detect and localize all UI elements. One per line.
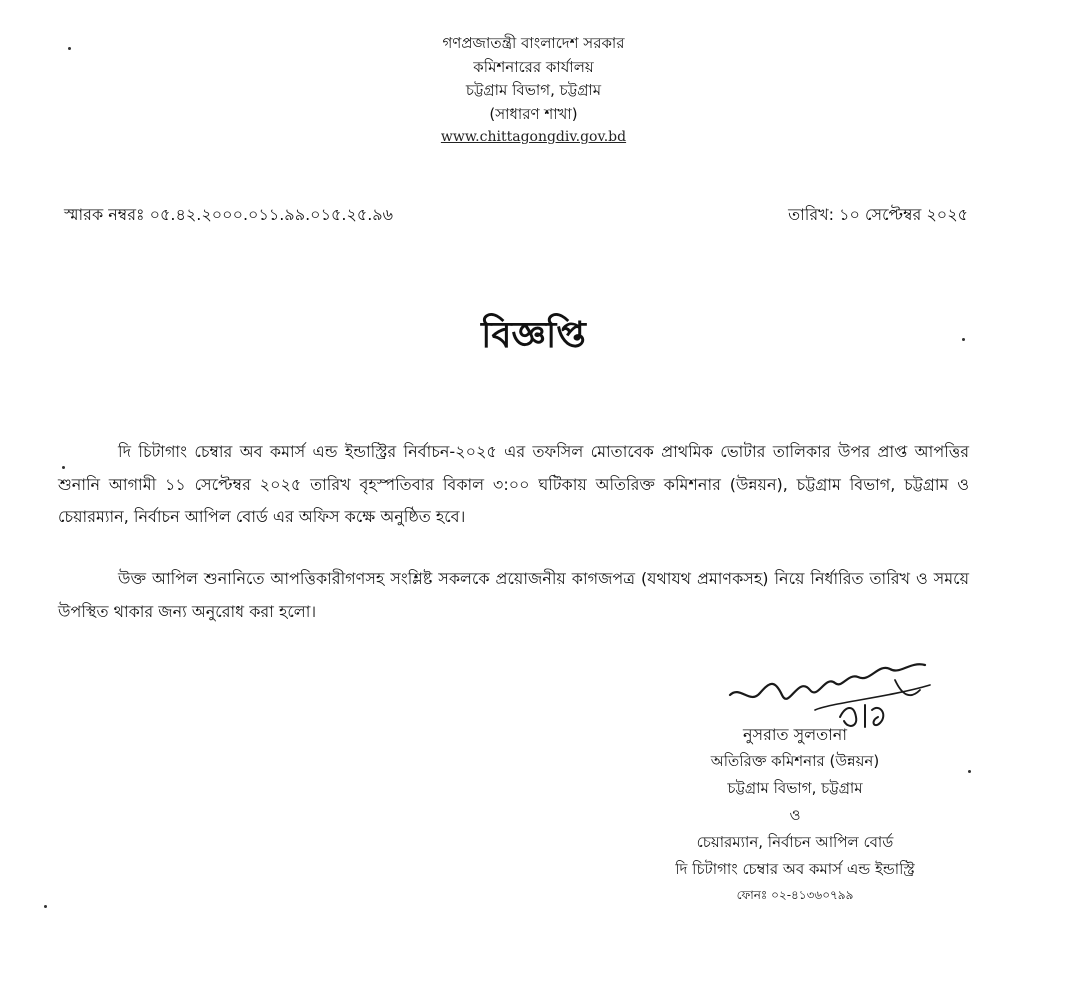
notice-paragraph-1: দি চিটাগাং চেম্বার অব কমার্স এন্ড ইন্ডাস্ট্রির নির্বাচন-২০২৫ এর তফসিল মোতাবেক প্রাথমিক ভোটার তালিকার উপর প্রাপ্ত আপত্তির শুনানি আগামী ১১ সেপ্টেম্বর ২০২৫ তারিখ বৃহস্পতিবার বিকাল ৩:০০ ঘটিকায় অতিরিক্ত কমিশনার (উন্নয়ন), চট্টগ্রাম বিভাগ, চট্টগ্রাম ও চেয়ারম্যান, নির্বাচন আপিল বোর্ড এর অফিস কক্ষে অনুষ্ঠিত হবে। [58, 442, 969, 526]
signatory-designation: অতিরিক্ত কমিশনার (উন্নয়ন) [710, 752, 880, 770]
scan-speck [962, 338, 965, 341]
page-title: বিজ্ঞপ্তি [481, 315, 586, 356]
letterhead [0, 32, 1067, 149]
signatory-office: চট্টগ্রাম বিভাগ, চট্টগ্রাম [727, 779, 863, 797]
section-name: (সাধারণ শাখা) [489, 104, 578, 123]
division-name: চট্টগ্রাম বিভাগ, চট্টগ্রাম [465, 81, 602, 99]
signatory-phone: ফোনঃ ০২-৪১৩৬০৭৯৯ [736, 888, 854, 902]
scan-speck [968, 770, 971, 773]
office-name: কমিশনারের কার্যালয় [473, 57, 594, 76]
scan-speck [62, 466, 65, 469]
signatory-block [600, 722, 990, 907]
scan-speck [44, 905, 47, 908]
government-name: গণপ্রজাতন্ত্রী বাংলাদেশ সরকার [442, 34, 625, 52]
signatory-name: নুসরাত সুলতানা [743, 725, 847, 744]
signatory-conjunction: ও [789, 806, 801, 824]
notice-paragraph-2: উক্ত আপিল শুনানিতে আপত্তিকারীগণসহ সংশ্লিষ্ট সকলকে প্রয়োজনীয় কাগজপত্র (যথাযথ প্রমাণকসহ) নিয়ে নির্ধারিত তারিখ ও সময়ে উপস্থিত থাকার জন্য অনুরোধ করা হলো। [58, 569, 969, 621]
memo-number: স্মারক নম্বরঃ ০৫.৪২.২০০০.০১১.৯৯.০১৫.২৫.৯৬ [64, 205, 394, 224]
scan-speck [68, 47, 71, 50]
signatory-role: চেয়ারম্যান, নির্বাচন আপিল বোর্ড [696, 833, 894, 851]
notice-date: তারিখ: ১০ সেপ্টেম্বর ২০২৫ [788, 205, 968, 224]
website-link[interactable]: www.chittagongdiv.gov.bd [440, 129, 627, 145]
signatory-organization: দি চিটাগাং চেম্বার অব কমার্স এন্ড ইন্ডাস্ট্রি [675, 860, 915, 878]
